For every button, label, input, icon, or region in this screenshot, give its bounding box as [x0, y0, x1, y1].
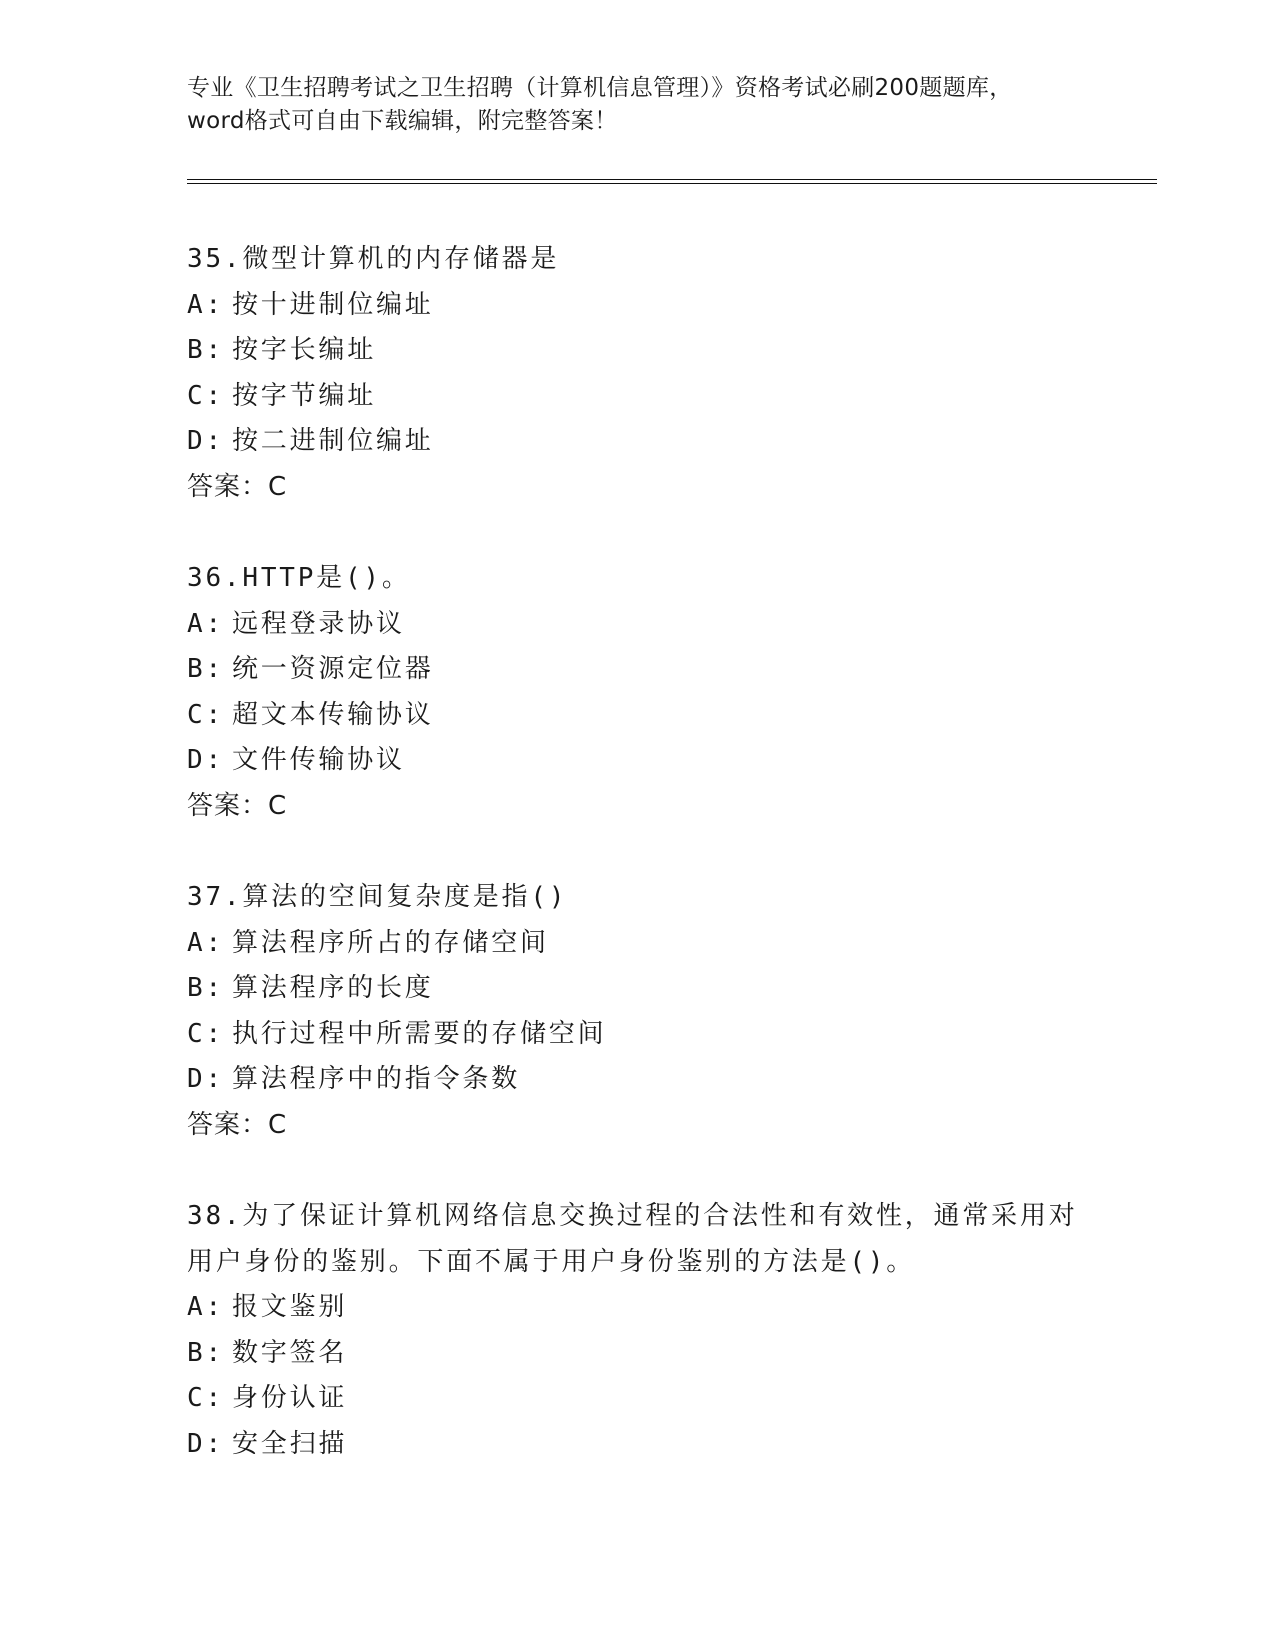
option-d [187, 738, 1147, 784]
answer-line: 答案：C [187, 471, 288, 502]
option-text: 数字签名 [232, 1337, 348, 1368]
question-stem-line-2: 用户身份的鉴别。下面不属于用户身份鉴别的方法是()。 [187, 1246, 916, 1277]
question-36 [187, 556, 1147, 829]
answer-line: 答案：C [187, 790, 288, 821]
option-letter: C: [187, 1018, 224, 1049]
option-letter: C: [187, 1383, 224, 1413]
option-letter: D: [187, 1064, 224, 1094]
question-35 [187, 237, 1147, 510]
question-37 [187, 875, 1147, 1148]
option-letter: D: [187, 426, 224, 456]
option-letter: B: [187, 973, 224, 1003]
option-letter: A: [187, 608, 224, 639]
option-c [187, 693, 1147, 739]
question-spacer [187, 829, 1147, 875]
header-divider-top [187, 179, 1157, 180]
option-letter: C: [187, 380, 224, 411]
option-letter: D: [187, 1428, 224, 1459]
header-line-1: 专业《卫生招聘考试之卫生招聘（计算机信息管理）》资格考试必刷200题题库， [187, 75, 1013, 101]
option-a [187, 1285, 1147, 1331]
option-c [187, 374, 1147, 420]
option-text: 安全扫描 [232, 1428, 348, 1459]
option-a [187, 602, 1147, 648]
option-text: 算法程序所占的存储空间 [232, 927, 549, 958]
option-c [187, 1376, 1147, 1422]
option-text: 统一资源定位器 [232, 654, 434, 684]
header-line-2: word格式可自由下载编辑，附完整答案！ [187, 108, 618, 134]
option-text: 报文鉴别 [232, 1292, 348, 1322]
question-stem: 37.算法的空间复杂度是指() [187, 882, 568, 912]
option-text: 算法程序的长度 [232, 973, 434, 1003]
question-spacer [187, 510, 1147, 556]
document-header [187, 72, 1087, 138]
option-text: 按字节编址 [232, 380, 377, 411]
option-text: 文件传输协议 [232, 745, 405, 775]
option-letter: D: [187, 745, 224, 775]
option-letter: A: [187, 289, 224, 320]
question-spacer [187, 1148, 1147, 1194]
option-text: 按字长编址 [232, 335, 377, 365]
option-text: 算法程序中的指令条数 [232, 1064, 521, 1094]
option-b [187, 647, 1147, 693]
option-b [187, 1331, 1147, 1377]
option-letter: B: [187, 335, 224, 365]
question-stem-line-1: 38.为了保证计算机网络信息交换过程的合法性和有效性，通常采用对 [187, 1201, 1078, 1231]
option-text: 按十进制位编址 [232, 289, 434, 320]
option-letter: A: [187, 927, 224, 958]
question-list [187, 237, 1147, 1467]
option-text: 执行过程中所需要的存储空间 [232, 1018, 607, 1049]
option-b [187, 328, 1147, 374]
option-b [187, 966, 1147, 1012]
option-d [187, 1057, 1147, 1103]
question-stem: 36.HTTP是()。 [187, 563, 411, 593]
question-38 [187, 1194, 1147, 1467]
option-letter: A: [187, 1292, 224, 1322]
option-c [187, 1012, 1147, 1058]
option-text: 远程登录协议 [232, 608, 405, 639]
option-letter: B: [187, 654, 224, 684]
header-divider-bottom [187, 183, 1157, 184]
option-text: 超文本传输协议 [232, 699, 434, 730]
option-text: 身份认证 [232, 1383, 348, 1413]
option-letter: C: [187, 699, 224, 730]
option-d [187, 419, 1147, 465]
question-stem: 35.微型计算机的内存储器是 [187, 244, 560, 274]
option-a [187, 921, 1147, 967]
option-letter: B: [187, 1337, 224, 1368]
option-d [187, 1422, 1147, 1468]
option-text: 按二进制位编址 [232, 426, 434, 456]
answer-line: 答案：C [187, 1109, 288, 1140]
option-a [187, 283, 1147, 329]
